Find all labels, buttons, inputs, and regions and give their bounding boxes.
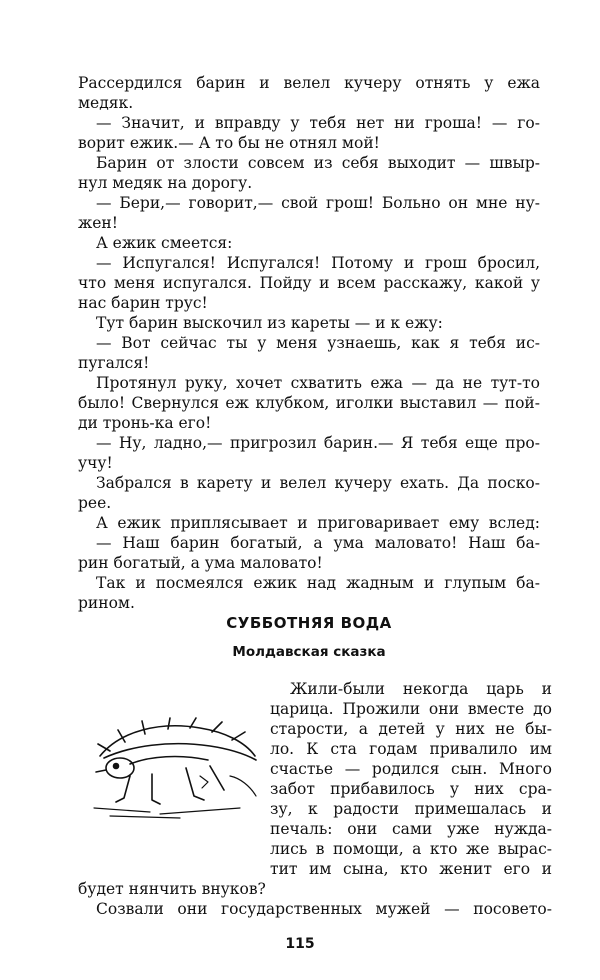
text-line: Тут барин выскочил из кареты — и к ежу: — [96, 314, 443, 332]
text-line: рее. — [78, 494, 112, 512]
text-line: царица. Прожили они вместе до — [270, 700, 552, 718]
text-line: — Наш барин богатый, а ума маловато! Наш ба- — [96, 534, 540, 552]
text-line: зу, к радости примешалась и — [270, 800, 552, 818]
text-line: — Бери,— говорит,— свой грош! Больно он мне ну- — [96, 194, 540, 212]
text-line: — Испугался! Испугался! Потому и грош бросил, — [96, 254, 540, 272]
text-line: ворит ежик.— А то бы не отнял мой! — [78, 134, 380, 152]
text-line: старости, а детей у них не бы- — [270, 720, 552, 738]
text-line: тит им сына, кто женит его и — [270, 860, 552, 878]
text-line: что меня испугался. Пойду и всем расскажу, какой у — [78, 274, 540, 292]
text-line: счастье — родился сын. Много — [270, 760, 552, 778]
text-line: Рассердился барин и велел кучеру отнять у ежа — [78, 74, 540, 92]
text-line: медяк. — [78, 94, 134, 112]
text-line: Протянул руку, хочет схватить ежа — да не тут-то — [96, 374, 540, 392]
text-line: А ежик приплясывает и приговаривает ему вслед: — [96, 514, 540, 532]
page-number: 115 — [285, 936, 315, 952]
text-line: — Вот сейчас ты у меня узнаешь, как я тебя ис- — [96, 334, 540, 352]
story-title: СУББОТНЯЯ ВОДА — [226, 614, 392, 632]
text-line: Так и посмеялся ежик над жадным и глупым ба- — [96, 574, 540, 592]
text-line: учу! — [78, 454, 113, 472]
text-line: ди тронь-ка его! — [78, 414, 212, 432]
text-line: было! Свернулся еж клубком, иголки выставил — пой- — [78, 394, 540, 412]
text-line: будет нянчить внуков? — [78, 880, 266, 898]
text-line: забот прибавилось у них сра- — [270, 780, 552, 798]
text-line: жен! — [78, 214, 118, 232]
text-line: нас барин трус! — [78, 294, 208, 312]
story-subtitle: Молдавская сказка — [232, 644, 386, 660]
text-line: нул медяк на дорогу. — [78, 174, 253, 192]
text-line: — Значит, и вправду у тебя нет ни гроша! — го- — [96, 114, 540, 132]
text-line: Забрался в карету и велел кучеру ехать. Да поско- — [96, 474, 540, 492]
text-line: Созвали они государственных мужей — посовето- — [96, 900, 552, 918]
text-line: Жили-были некогда царь и — [290, 680, 552, 698]
text-line: Барин от злости совсем из себя выходит — швыр- — [96, 154, 540, 172]
text-line: ло. К ста годам привалило им — [270, 740, 552, 758]
text-line: рином. — [78, 594, 135, 612]
text-line: печаль: они сами уже нужда- — [270, 820, 552, 838]
text-line: лись в помощи, а кто же вырас- — [270, 840, 552, 858]
text-line: А ежик смеется: — [96, 234, 233, 252]
text-line: рин богатый, а ума маловато! — [78, 554, 323, 572]
text-line: пугался! — [78, 354, 150, 372]
text-line: — Ну, ладно,— пригрозил барин.— Я тебя еще про- — [96, 434, 540, 452]
hedgehog-illustration — [90, 716, 262, 821]
